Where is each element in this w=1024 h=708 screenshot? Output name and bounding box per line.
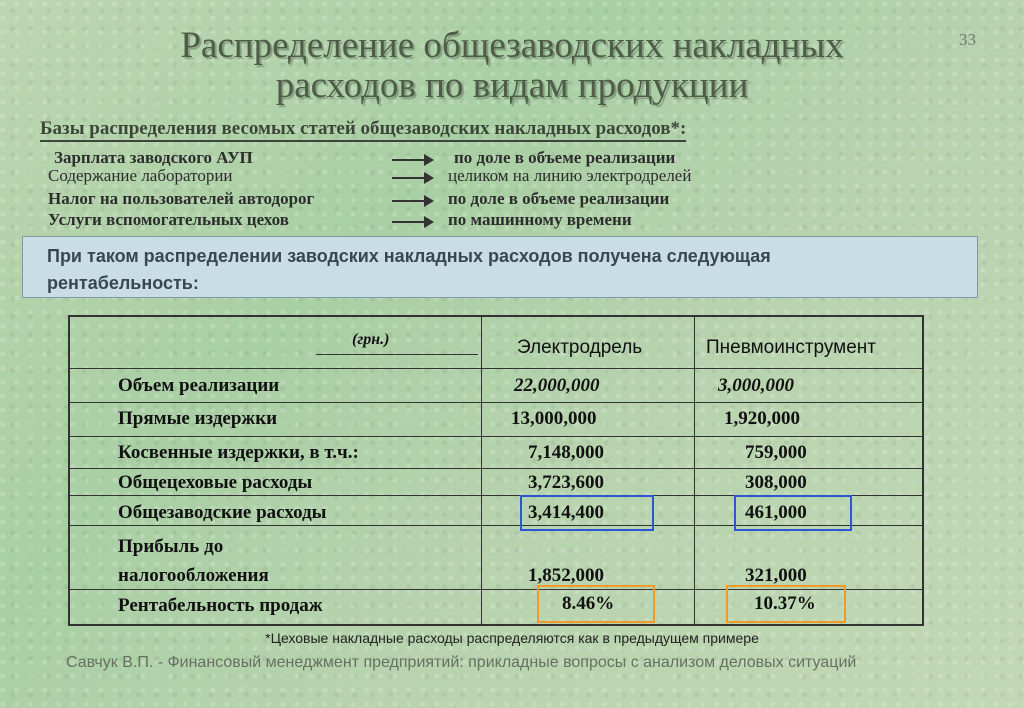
base-method: целиком на линию электродрелей <box>448 166 692 185</box>
cell-direct-electrodrill: 13,000,000 <box>511 408 597 429</box>
row-label-indirect-costs: Косвенные издержки, в т.ч.: <box>118 442 359 463</box>
profitability-table <box>68 315 924 626</box>
cell-plant-pneumatic: 461,000 <box>745 502 807 523</box>
callout-line2: рентабельность: <box>47 273 199 293</box>
profitability-highlight-box <box>537 585 655 623</box>
arrow-right-icon <box>392 177 432 179</box>
base-method: по доле в объеме реализации <box>454 148 676 167</box>
profitability-highlight-box <box>726 585 846 623</box>
page-number: 33 <box>959 30 976 49</box>
base-item: Зарплата заводского АУП <box>54 148 253 167</box>
table-row-divider <box>70 436 922 437</box>
cell-direct-pneumatic: 1,920,000 <box>724 408 800 429</box>
arrow-right-icon <box>392 221 432 223</box>
cell-shop-electrodrill: 3,723,600 <box>528 472 604 493</box>
base-row <box>0 189 1024 211</box>
table-column-divider <box>694 317 695 624</box>
row-label-plant-overhead: Общезаводские расходы <box>118 502 327 523</box>
cell-profitability-pneumatic: 10.37% <box>754 593 816 614</box>
overhead-highlight-box <box>734 495 852 531</box>
bases-heading: Базы распределения весомых статей общезаводских накладных расходов*: <box>40 118 686 142</box>
base-row <box>0 210 1024 232</box>
source-credit: Савчук В.П. - Финансовый менеджмент предприятий: прикладные вопросы с анализом деловых ситуаций <box>66 654 857 671</box>
callout-line1: При таком распределении заводских накладных расходов получена следующая <box>47 246 771 266</box>
base-method: по доле в объеме реализации <box>448 189 670 208</box>
arrow-right-icon <box>392 200 432 202</box>
table-row-divider <box>70 368 922 369</box>
table-row-divider <box>70 402 922 403</box>
table-column-divider <box>481 317 482 624</box>
row-label-profitability: Рентабельность продаж <box>118 595 323 616</box>
base-item: Услуги вспомогательных цехов <box>48 210 289 229</box>
cell-plant-electrodrill: 3,414,400 <box>528 502 604 523</box>
row-label-sales-volume: Объем реализации <box>118 375 280 396</box>
cell-indirect-electrodrill: 7,148,000 <box>528 442 604 463</box>
base-item: Содержание лаборатории <box>48 166 233 185</box>
row-label-direct-costs: Прямые издержки <box>118 408 278 429</box>
slide-title <box>0 26 1024 106</box>
arrow-right-icon <box>392 159 432 161</box>
cell-profit-pneumatic: 321,000 <box>745 565 807 586</box>
cell-profit-electrodrill: 1,852,000 <box>528 565 604 586</box>
cell-sales-electrodrill: 22,000,000 <box>514 375 600 396</box>
base-row <box>0 166 1024 188</box>
unit-underline <box>316 354 478 355</box>
base-method: по машинному времени <box>448 210 632 229</box>
row-label-shop-expenses: Общецеховые расходы <box>118 472 313 493</box>
cell-indirect-pneumatic: 759,000 <box>745 442 807 463</box>
column-header-electrodrill: Электродрель <box>517 337 643 358</box>
profitability-callout <box>22 236 978 298</box>
row-label-profit-line1: Прибыль до <box>118 536 224 557</box>
base-item: Налог на пользователей автодорог <box>48 189 315 208</box>
table-row-divider <box>70 468 922 469</box>
column-header-pneumatic-tool: Пневмоинструмент <box>706 337 876 358</box>
cell-sales-pneumatic: 3,000,000 <box>718 375 794 396</box>
slide-title-line2: расходов по видам продукции <box>275 65 749 106</box>
footnote: *Цеховые накладные расходы распределяются как в предыдущем примере <box>265 630 759 646</box>
row-label-profit-line2: налогообложения <box>118 565 269 586</box>
unit-label: (грн.) <box>352 331 390 348</box>
cell-shop-pneumatic: 308,000 <box>745 472 807 493</box>
cell-profitability-electrodrill: 8.46% <box>562 593 615 614</box>
slide-title-line1: Распределение общезаводских накладных <box>180 25 844 66</box>
overhead-highlight-box <box>520 495 654 531</box>
